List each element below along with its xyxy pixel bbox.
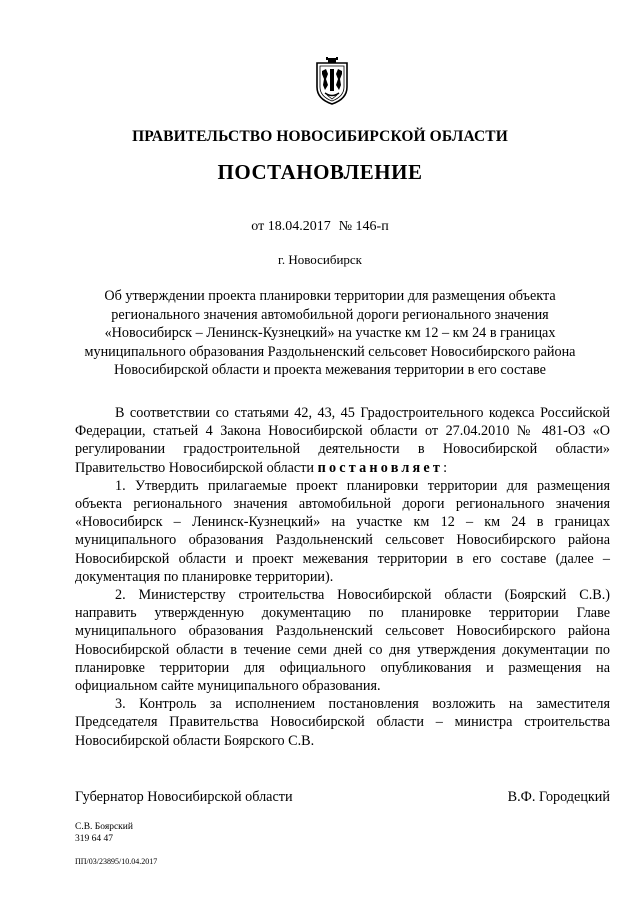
intro-paragraph xyxy=(75,404,610,477)
decree-colon: : xyxy=(443,459,448,476)
subject-line: регионального значения автомобильной дороги регионального значения xyxy=(111,306,549,323)
subject-line: «Новосибирск – Ленинск-Кузнецкий» на участке км 12 – км 24 в границах xyxy=(104,325,556,341)
signatory-name: В.Ф. Городецкий xyxy=(507,789,610,805)
document-city: г. Новосибирск xyxy=(277,252,362,267)
signatory-role: Губернатор Новосибирской области xyxy=(75,789,293,805)
date-number-line xyxy=(0,219,640,235)
decree-item-1: 1. Утвердить прилагаемые проект планировки территории для размещения объекта регионального значения автомобильной дороги регионального значения «Новосибирск – Ленинск-Кузнецкий» на участке км 12 – км 24 в границах муниципального образования Раздольненский сельсовет Новосибирского района Новосибирской области и проект межевания территории в его составе (далее – документация по планировке территории). xyxy=(75,477,610,585)
subject-line: Новосибирской области и проекта межевания территории в его составе xyxy=(114,362,546,378)
subject-line: муниципального образования Раздольненский сельсовет Новосибирского района xyxy=(84,343,576,360)
decree-item-2: 2. Министерству строительства Новосибирской области (Боярский С.В.) направить утвержденную документацию по планировке территории Главе муниципального образования Раздольненский сельсовет Новосибирского района Новосибирской области в течение семи дней со дня утверждения документации по планировке территории для официального опубликования и размещения на официальном сайте муниципального образования. xyxy=(75,587,610,695)
document-code: ПП/03/23895/10.04.2017 xyxy=(75,857,158,866)
document-date: от 18.04.2017 xyxy=(251,219,331,234)
executor-name: С.В. Боярский xyxy=(75,822,133,832)
document-subject xyxy=(70,287,590,380)
document-type: ПОСТАНОВЛЕНИЕ xyxy=(217,160,423,184)
executor-phone: 319 64 47 xyxy=(75,834,113,844)
decree-item-3: 3. Контроль за исполнением постановления возложить на заместителя Председателя Правительства Новосибирской области – министра строительства Новосибирской области Боярского С.В. xyxy=(75,696,610,749)
document-body xyxy=(75,404,610,750)
coat-of-arms-emblem xyxy=(313,57,351,105)
subject-line: Об утверждении проекта планировки территории для размещения объекта xyxy=(104,288,556,304)
organization-title: ПРАВИТЕЛЬСТВО НОВОСИБИРСКОЙ ОБЛАСТИ xyxy=(132,128,508,145)
document-number: № 146-п xyxy=(338,219,389,234)
executor-block xyxy=(75,821,133,845)
decree-word: постановляет xyxy=(317,459,444,476)
intro-text: В соответствии со статьями 42, 43, 45 Градостроительного кодекса Российской Федерации, статьей 4 Закона Новосибирской области от 27.04.2010 № 481-ОЗ «О регулировании градостроительной деятельности в Новосибирской области» Правительство Новосибирской области xyxy=(75,405,610,476)
